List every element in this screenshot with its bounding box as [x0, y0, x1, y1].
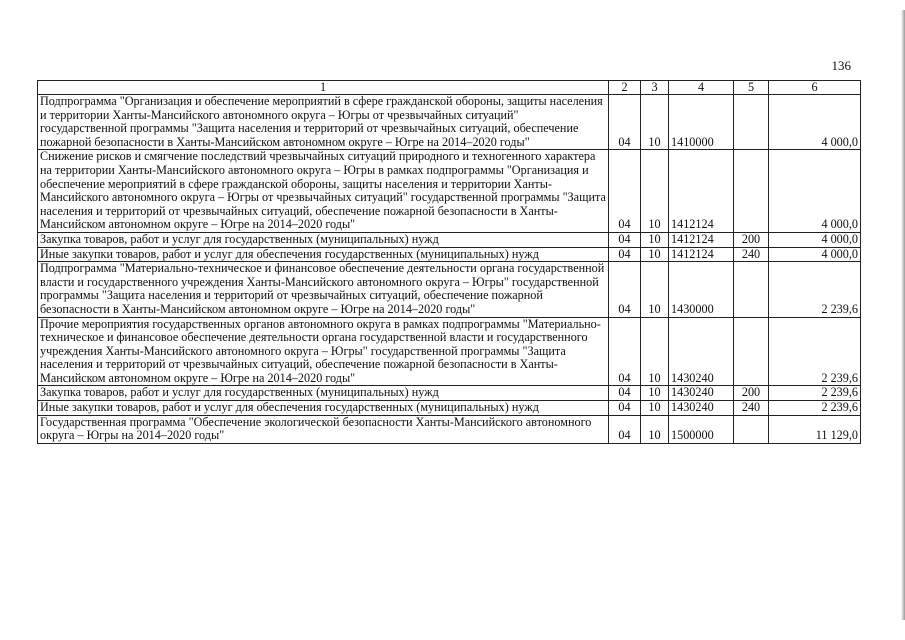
row-target-article: 1500000: [669, 415, 734, 443]
header-col-2: 2: [609, 81, 641, 95]
row-target-article: 1430240: [669, 401, 734, 416]
row-name: Государственная программа "Обеспечение экологической безопасности Ханты-Мансийского автономного округа – Югры на 2014–2020 годы": [38, 415, 609, 443]
row-target-article: 1430240: [669, 317, 734, 386]
row-subsection: 10: [641, 317, 669, 386]
row-name: Иные закупки товаров, работ и услуг для обеспечения государственных (муниципальных) нужд: [38, 247, 609, 262]
row-subsection: 10: [641, 415, 669, 443]
row-section: 04: [609, 262, 641, 317]
row-target-article: 1412124: [669, 232, 734, 247]
row-section: 04: [609, 317, 641, 386]
row-name: Иные закупки товаров, работ и услуг для обеспечения государственных (муниципальных) нужд: [38, 401, 609, 416]
row-target-article: 1412124: [669, 150, 734, 233]
row-name: Закупка товаров, работ и услуг для государственных (муниципальных) нужд: [38, 386, 609, 401]
row-expense-type: 200: [734, 232, 769, 247]
row-amount: 4 000,0: [769, 150, 861, 233]
row-name: Снижение рисков и смягчение последствий чрезвычайных ситуаций природного и техногенного характера на территории Ханты-Мансийского автономного округа – Югры в рамках подпрограммы "Организация и обеспечение мероприятий в сфере гражданской обороны, защиты населения и территории Ханты-Мансийского автономного округа – Югры от чрезвычайных ситуаций" государственной программы "Защита населения и территорий от чрезвычайных ситуаций, обеспечение пожарной безопасности в Ханты-Мансийском автономном округе – Югре на 2014–2020 годы": [38, 150, 609, 233]
table-row: [38, 150, 861, 233]
page-number: 136: [831, 58, 851, 73]
scan-edge-shadow: [901, 10, 905, 620]
table-row: [38, 232, 861, 247]
table-row: [38, 247, 861, 262]
row-section: 04: [609, 401, 641, 416]
header-col-6: 6: [769, 81, 861, 95]
row-amount: 4 000,0: [769, 247, 861, 262]
row-subsection: 10: [641, 232, 669, 247]
row-section: 04: [609, 247, 641, 262]
table-row: [38, 401, 861, 416]
row-name: Прочие мероприятия государственных органов автономного округа в рамках подпрограммы "Материально-техническое и финансовое обеспечение деятельности органа государственной власти и государственного учреждения Ханты-Мансийского автономного округа – Югры" государственной программы "Защита населения и территорий от чрезвычайных ситуаций, обеспечение пожарной безопасности в Ханты-Мансийском автономном округе – Югре на 2014–2020 годы": [38, 317, 609, 386]
row-subsection: 10: [641, 262, 669, 317]
row-expense-type: [734, 150, 769, 233]
header-col-3: 3: [641, 81, 669, 95]
table-row: [38, 262, 861, 317]
row-amount: 4 000,0: [769, 232, 861, 247]
header-col-4: 4: [669, 81, 734, 95]
row-expense-type: [734, 317, 769, 386]
row-expense-type: 200: [734, 386, 769, 401]
row-subsection: 10: [641, 150, 669, 233]
row-subsection: 10: [641, 401, 669, 416]
row-target-article: 1430240: [669, 386, 734, 401]
table-row: [38, 415, 861, 443]
table-row: [38, 386, 861, 401]
row-section: 04: [609, 95, 641, 150]
row-subsection: 10: [641, 95, 669, 150]
row-expense-type: [734, 95, 769, 150]
header-col-5: 5: [734, 81, 769, 95]
row-target-article: 1412124: [669, 247, 734, 262]
row-name: Подпрограмма "Организация и обеспечение мероприятий в сфере гражданской обороны, защиты населения и территории Ханты-Мансийского автономного округа – Югры от чрезвычайных ситуаций" государственной программы "Защита населения и территорий от чрезвычайных ситуаций, обеспечение пожарной безопасности в Ханты-Мансийском автономном округе – Югре на 2014–2020 годы": [38, 95, 609, 150]
table-row: [38, 95, 861, 150]
row-subsection: 10: [641, 386, 669, 401]
row-amount: 2 239,6: [769, 262, 861, 317]
row-expense-type: 240: [734, 247, 769, 262]
row-subsection: 10: [641, 247, 669, 262]
row-section: 04: [609, 386, 641, 401]
row-amount: 11 129,0: [769, 415, 861, 443]
row-expense-type: [734, 262, 769, 317]
header-row: [38, 81, 861, 95]
row-section: 04: [609, 232, 641, 247]
budget-table: [37, 80, 861, 444]
row-amount: 2 239,6: [769, 317, 861, 386]
row-expense-type: 240: [734, 401, 769, 416]
row-amount: 2 239,6: [769, 401, 861, 416]
row-section: 04: [609, 415, 641, 443]
row-amount: 2 239,6: [769, 386, 861, 401]
row-amount: 4 000,0: [769, 95, 861, 150]
table-row: [38, 317, 861, 386]
header-col-1: 1: [38, 81, 609, 95]
row-target-article: 1410000: [669, 95, 734, 150]
row-name: Закупка товаров, работ и услуг для государственных (муниципальных) нужд: [38, 232, 609, 247]
row-target-article: 1430000: [669, 262, 734, 317]
row-name: Подпрограмма "Материально-техническое и финансовое обеспечение деятельности органа государственной власти и государственного учреждения Ханты-Мансийского автономного округа – Югры" государственной программы "Защита населения и территорий от чрезвычайных ситуаций, обеспечение пожарной безопасности в Ханты-Мансийском автономном округе – Югре на 2014–2020 годы": [38, 262, 609, 317]
row-expense-type: [734, 415, 769, 443]
row-section: 04: [609, 150, 641, 233]
